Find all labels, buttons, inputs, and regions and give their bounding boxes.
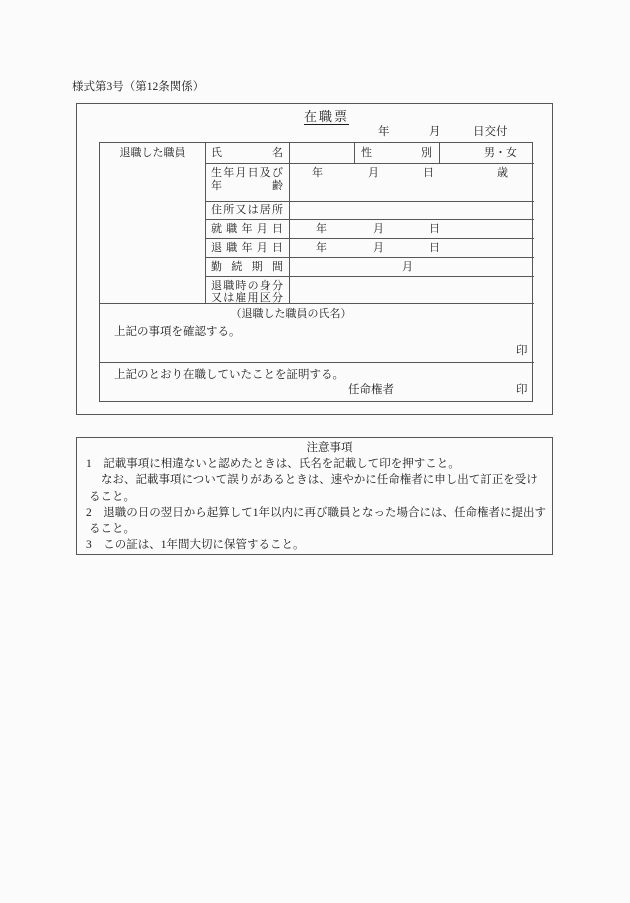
table-hline	[205, 276, 534, 277]
service-period-label: 勤続期間	[211, 261, 283, 273]
birthdate-label-line2: 年齢	[211, 180, 283, 192]
sex-label: 性別	[361, 147, 432, 159]
table-vline	[354, 143, 355, 163]
age-hint: 歳	[497, 167, 508, 179]
hire-month-hint: 月	[373, 223, 384, 235]
issue-date-line	[77, 126, 552, 140]
hire-day-hint: 日	[429, 223, 440, 235]
employee-table	[99, 142, 533, 402]
retire-year-hint: 年	[316, 242, 327, 254]
birthdate-label-line1: 生年月日及び	[211, 167, 283, 179]
note-line-2b: ること。	[89, 523, 135, 535]
issue-year-label: 年	[378, 126, 390, 138]
birth-day-hint: 日	[423, 167, 434, 179]
note-line-3: 3 この証は、1年間大切に保管すること。	[86, 539, 305, 551]
table-vline	[439, 143, 440, 163]
issue-day-label: 日交付	[473, 126, 508, 138]
retired-employee-name-caption: （退職した職員の氏名）	[230, 308, 352, 320]
note-line-1b: なお、記載事項について誤りがあるときは、速やかに任命権者に申し出て訂正を受け	[101, 474, 538, 486]
table-hline	[100, 362, 534, 363]
certify-seal-mark: 印	[516, 384, 528, 396]
table-hline	[100, 303, 534, 304]
sex-value: 男・女	[484, 147, 517, 159]
form-number-label: 様式第3号（第12条関係）	[72, 81, 205, 93]
status-label-line2: 又は雇用区分	[211, 292, 283, 304]
table-hline	[205, 238, 534, 239]
hire-date-label: 就職年月日	[211, 223, 283, 235]
name-label: 氏名	[211, 147, 283, 159]
table-vline	[205, 143, 206, 303]
note-line-2: 2 退職の日の翌日から起算して1年以内に再び職員となった場合には、任命権者に提出す	[86, 507, 546, 519]
retire-month-hint: 月	[373, 242, 384, 254]
retire-day-hint: 日	[429, 242, 440, 254]
table-hline	[205, 219, 534, 220]
notes-box	[76, 437, 553, 555]
appointing-authority-label: 任命権者	[348, 384, 394, 396]
certificate-title: 在職票	[303, 109, 349, 124]
retire-date-label: 退職年月日	[211, 242, 283, 254]
status-label-line1: 退職時の身分	[211, 280, 283, 292]
table-hline	[205, 163, 534, 164]
issue-month-label: 月	[429, 126, 441, 138]
note-line-1: 1 記載事項に相違ないと認めたときは、氏名を記載して印を押すこと。	[86, 458, 460, 470]
certify-statement: 上記のとおり在職していたことを証明する。	[114, 369, 344, 381]
group-label-retired-employee: 退職した職員	[119, 147, 186, 159]
table-hline	[205, 201, 534, 202]
service-month-hint: 月	[402, 261, 413, 273]
confirm-seal-mark: 印	[516, 345, 528, 357]
table-hline	[205, 257, 534, 258]
birth-year-hint: 年	[312, 167, 323, 179]
note-line-1c: ること。	[89, 491, 135, 503]
notes-title: 注意事項	[306, 442, 353, 454]
birth-month-hint: 月	[368, 167, 379, 179]
address-label: 住所又は居所	[211, 204, 283, 216]
hire-year-hint: 年	[316, 223, 327, 235]
confirm-statement: 上記の事項を確認する。	[114, 326, 241, 338]
certificate-box	[76, 103, 553, 415]
table-vline	[289, 143, 290, 303]
